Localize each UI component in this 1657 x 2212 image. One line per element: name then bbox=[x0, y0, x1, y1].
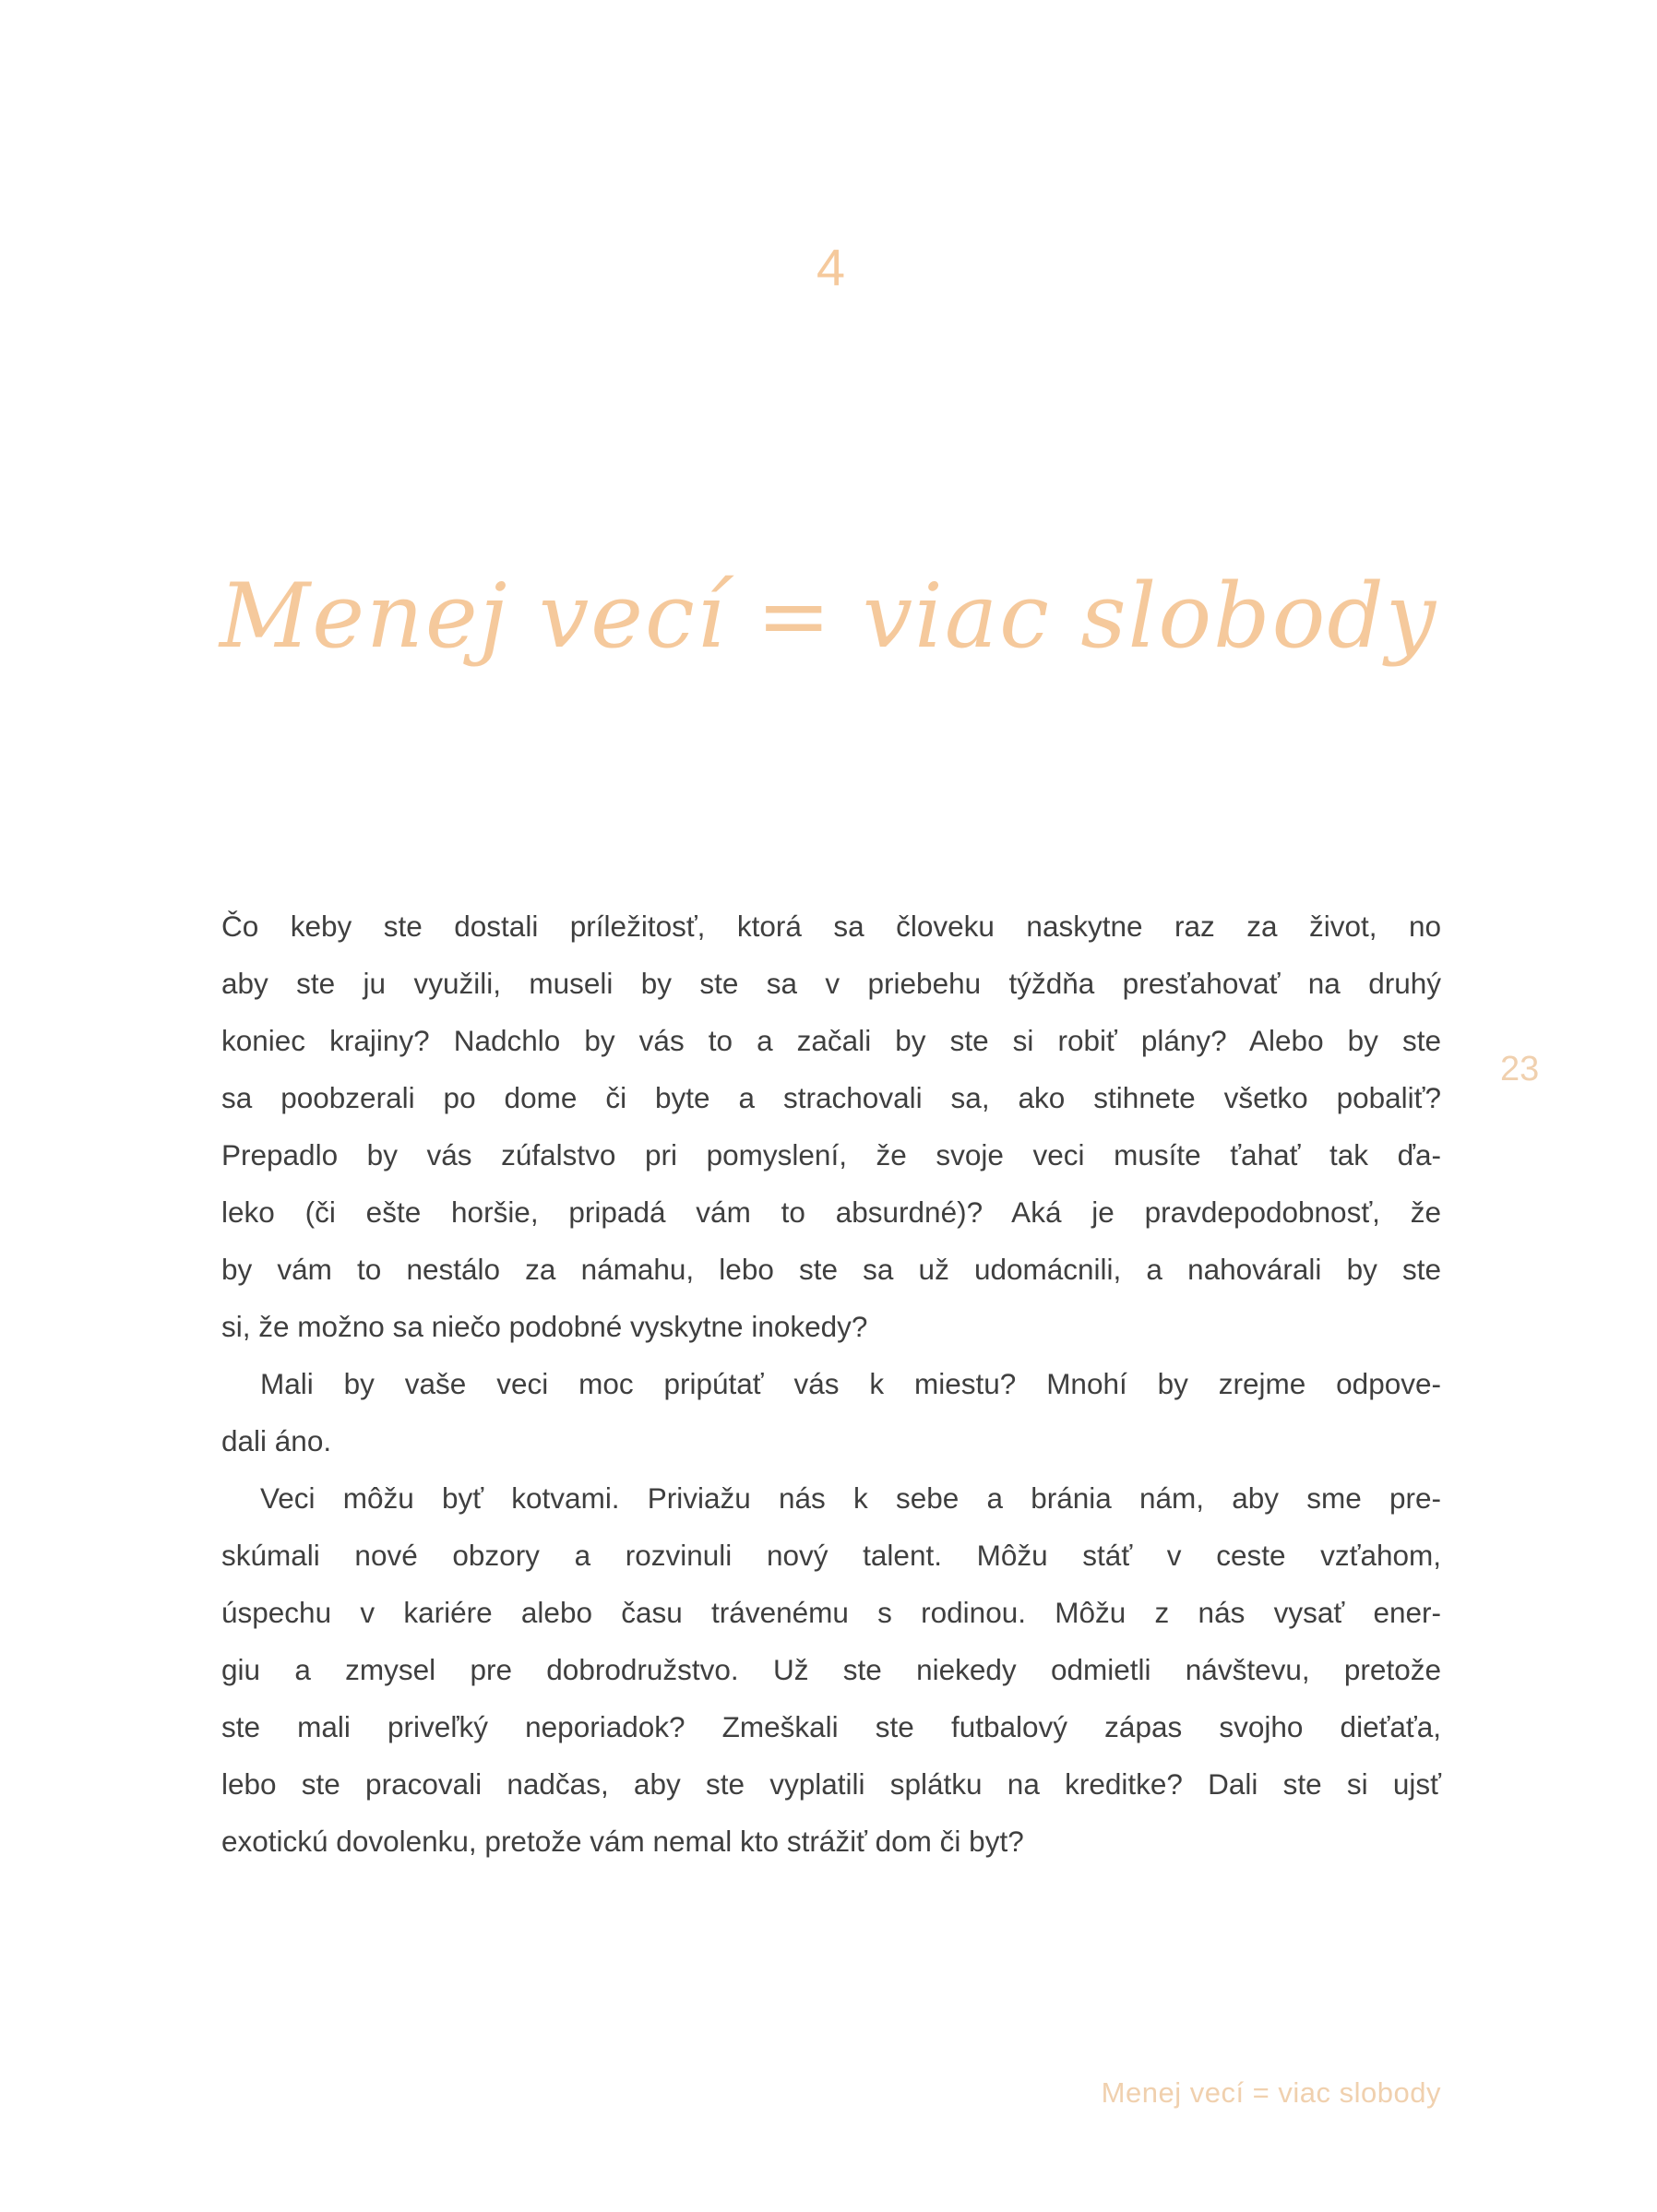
body-text-line: Čo keby ste dostali príležitosť, ktorá sa človeku naskytne raz za život, no bbox=[221, 910, 1441, 943]
body-text-line: aby ste ju využili, museli by ste sa v priebehu týždňa presťahovať na druhý bbox=[221, 967, 1441, 1000]
body-text-line: sa poobzerali po dome či byte a strachovali sa, ako stihnete všetko pobaliť? bbox=[221, 1081, 1441, 1114]
body-text-line: skúmali nové obzory a rozvinuli nový talent. Môžu stáť v ceste vzťahom, bbox=[221, 1539, 1441, 1572]
body-text-line: exotickú dovolenku, pretože vám nemal kto strážiť dom či byt? bbox=[221, 1825, 1024, 1858]
running-footer: Menej vecí = viac slobody bbox=[1101, 2076, 1441, 2109]
body-text-line: Mali by vaše veci moc pripútať vás k miestu? Mnohí by zrejme odpove- bbox=[260, 1367, 1441, 1400]
chapter-title: Menej vecí = viac slobody bbox=[219, 565, 1438, 668]
body-text-line: Veci môžu byť kotvami. Priviažu nás k sebe a bránia nám, aby sme pre- bbox=[260, 1481, 1441, 1515]
body-text-line: leko (či ešte horšie, pripadá vám to absurdné)? Aká je pravdepodobnosť, že bbox=[221, 1195, 1441, 1229]
body-text-line: úspechu v kariére alebo času trávenému s rodinou. Môžu z nás vysať ener- bbox=[221, 1596, 1441, 1629]
body-text-line: koniec krajiny? Nadchlo by vás to a začali by ste si robiť plány? Alebo by ste bbox=[221, 1024, 1441, 1057]
body-text-line: si, že možno sa niečo podobné vyskytne inokedy? bbox=[221, 1310, 868, 1343]
body-text-line: giu a zmysel pre dobrodružstvo. Už ste niekedy odmietli návštevu, pretože bbox=[221, 1653, 1441, 1686]
body-text-line: by vám to nestálo za námahu, lebo ste sa už udomácnili, a nahovárali by ste bbox=[221, 1253, 1441, 1286]
body-text bbox=[221, 898, 1441, 1870]
body-text-line: Prepadlo by vás zúfalstvo pri pomyslení, že svoje veci musíte ťahať tak ďa- bbox=[221, 1138, 1441, 1171]
body-text-line: ste mali priveľký neporiadok? Zmeškali ste futbalový zápas svojho dieťaťa, bbox=[221, 1710, 1441, 1743]
page-number: 23 bbox=[1500, 1050, 1540, 1088]
chapter-number: 4 bbox=[816, 238, 847, 296]
body-text-line: lebo ste pracovali nadčas, aby ste vyplatili splátku na kreditke? Dali ste si ujsť bbox=[221, 1767, 1441, 1801]
body-text-line: dali áno. bbox=[221, 1424, 332, 1457]
